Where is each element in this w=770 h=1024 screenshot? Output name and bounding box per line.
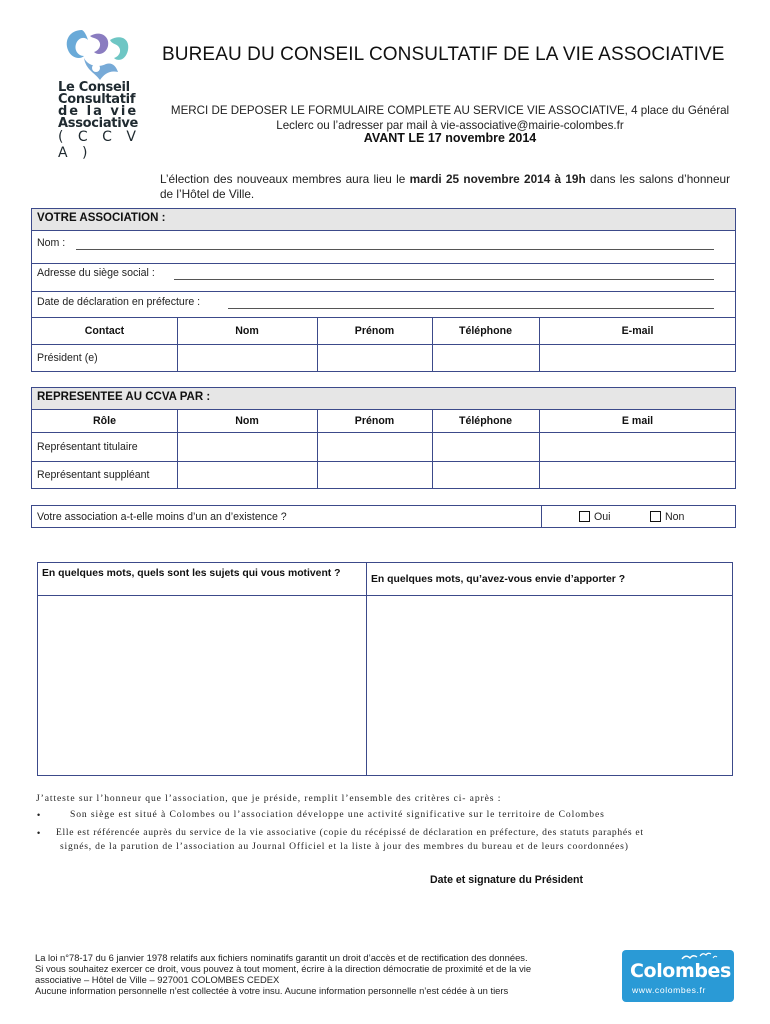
representatives-section (31, 387, 736, 489)
column-header-contact: Contact (84, 325, 125, 337)
substitute-name-cell[interactable] (178, 462, 317, 489)
logo-acronym: ( C C V A ) (58, 129, 141, 161)
declaration-date-field[interactable] (228, 308, 714, 309)
association-section (31, 208, 736, 372)
criterion-1: Son siège est situé à Colombes ou l’association développe une activité significative sur le territoire de Colombes (70, 809, 605, 820)
no-checkbox[interactable] (650, 511, 661, 522)
substitute-representative-label: Représentant suppléant (37, 469, 150, 481)
president-name-cell[interactable] (178, 345, 317, 371)
yes-label: Oui (594, 511, 611, 523)
attestation-intro: J’atteste sur l’honneur que l’association, que je préside, remplit l’ensemble des critères ci- après : (36, 793, 502, 804)
representatives-heading: REPRESENTEE AU CCVA PAR : (32, 388, 735, 410)
signature-label: Date et signature du Président (430, 874, 584, 886)
legal-line-1: La loi n°78-17 du 6 janvier 1978 relatifs aux fichiers nominatifs garantit un droit d’accès et de rectification des données. (35, 952, 528, 963)
motivation-question: En quelques mots, quels sont les sujets qui vous motivent ? (42, 568, 341, 579)
divider (32, 263, 735, 264)
colombes-url: www.colombes.fr (632, 985, 706, 995)
name-field[interactable] (76, 249, 714, 250)
document-title: BUREAU DU CONSEIL CONSULTATIF DE LA VIE ASSOCIATIVE (162, 44, 725, 65)
colombes-city-logo (622, 950, 734, 1002)
column-header-firstname: Prénom (354, 325, 395, 337)
election-text-end: dans les salons d’honneur de l’Hôtel de Ville. (160, 172, 730, 201)
election-text (160, 172, 730, 202)
contribution-question: En quelques mots, qu’avez-vous envie d’apporter ? (371, 574, 626, 585)
column-header-email: E mail (621, 415, 654, 427)
column-header-phone: Téléphone (459, 415, 512, 427)
questions-section (37, 562, 733, 776)
criterion-2-line-2: signés, de la parution de l’association au Journal Officiel et la liste à jour des membres du bureau et de leurs coordonnées) (60, 841, 629, 852)
bullet-icon: • (37, 810, 41, 820)
logo-line-4: Associative (58, 116, 139, 131)
contribution-answer-area[interactable] (368, 597, 732, 774)
divider (38, 595, 367, 596)
logo-line-1: Le Conseil (58, 80, 130, 95)
divider (367, 595, 732, 596)
president-firstname-cell[interactable] (318, 345, 432, 371)
colombes-name: Colombes (630, 960, 731, 982)
legal-line-3: associative – Hôtel de Ville – 927001 COLOMBES CEDEX (35, 974, 280, 985)
legal-line-2: Si vous souhaitez exercer ce droit, vous pouvez à tout moment, écrire à la direction démocratie de proximité et de la vie (35, 963, 532, 974)
legal-line-4: Aucune information personnelle n’est collectée à votre insu. Aucune information personnelle n’est cédée à un tiers (35, 985, 509, 996)
association-heading: VOTRE ASSOCIATION : (32, 209, 735, 231)
divider (32, 317, 735, 318)
president-label: Président (e) (37, 352, 98, 364)
declaration-date-label: Date de déclaration en préfecture : (37, 296, 201, 308)
instructions-text: MERCI DE DEPOSER LE FORMULAIRE COMPLETE AU SERVICE VIE ASSOCIATIVE, 4 place du Général Leclerc ou l’adresser par mail à vie-associative@mairie-colombes.fr (170, 104, 730, 132)
no-label: Non (665, 511, 685, 523)
deadline-text: AVANT LE 17 novembre 2014 (363, 131, 537, 145)
existence-row (31, 505, 736, 528)
titular-name-cell[interactable] (178, 433, 317, 461)
existence-question: Votre association a-t-elle moins d’un an d’existence ? (37, 511, 287, 523)
ccva-emblem-icon (60, 26, 140, 84)
column-header-role: Rôle (93, 415, 116, 427)
column-header-name: Nom (235, 415, 259, 427)
legal-notice (35, 952, 615, 996)
substitute-phone-cell[interactable] (433, 462, 539, 489)
column-header-name: Nom (235, 325, 259, 337)
divider (32, 291, 735, 292)
titular-representative-label: Représentant titulaire (37, 441, 138, 453)
column-header-phone: Téléphone (459, 325, 512, 337)
column-header-firstname: Prénom (354, 415, 395, 427)
address-field[interactable] (174, 279, 714, 280)
election-text-start: L’élection des nouveaux membres aura lieu le (160, 172, 410, 186)
titular-firstname-cell[interactable] (318, 433, 432, 461)
motivation-answer-area[interactable] (39, 597, 365, 774)
titular-phone-cell[interactable] (433, 433, 539, 461)
criterion-2-line-1: Elle est référencée auprès du service de la vie associative (copie du récépissé de déclaration en préfecture, des statuts paraphés et (56, 827, 644, 838)
president-email-cell[interactable] (540, 345, 736, 371)
substitute-firstname-cell[interactable] (318, 462, 432, 489)
logo-line-2: Consultatif (58, 92, 136, 107)
titular-email-cell[interactable] (540, 433, 736, 461)
column-header-email: E-mail (621, 325, 654, 337)
address-label: Adresse du siège social : (37, 267, 155, 279)
logo-line-3: de la vie (58, 104, 139, 119)
name-label: Nom : (37, 237, 66, 249)
substitute-email-cell[interactable] (540, 462, 736, 489)
yes-checkbox[interactable] (579, 511, 590, 522)
ccva-logo (54, 26, 144, 161)
bullet-icon: • (37, 828, 41, 838)
col-divider (541, 506, 542, 527)
election-date: mardi 25 novembre 2014 à 19h (409, 172, 586, 186)
president-phone-cell[interactable] (433, 345, 539, 371)
